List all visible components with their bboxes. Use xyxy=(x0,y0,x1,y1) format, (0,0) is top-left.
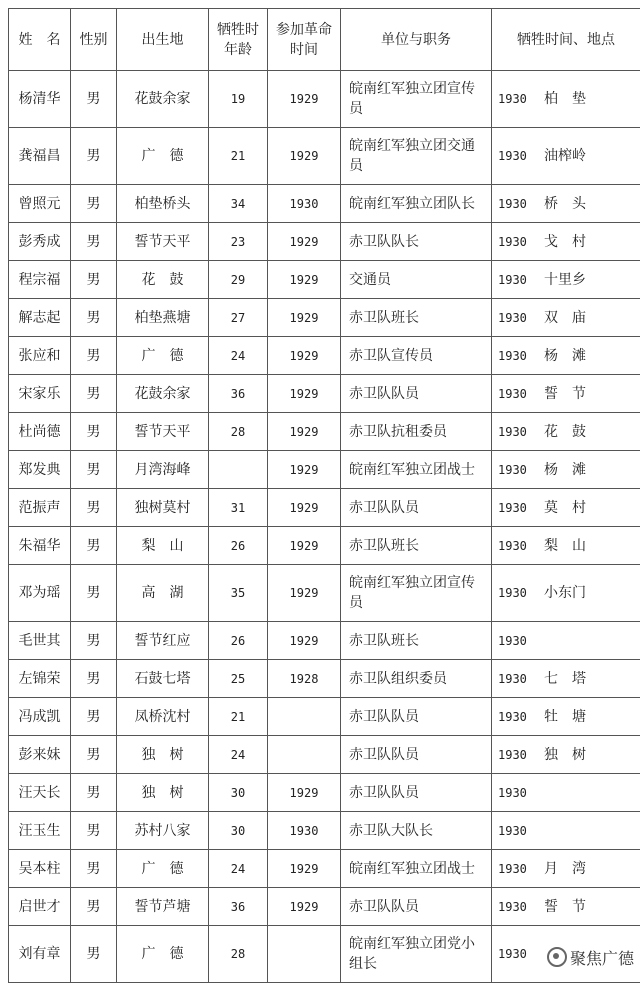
table-row xyxy=(9,698,640,736)
birthplace-cell: 月湾海峰 xyxy=(117,451,209,489)
age-cell: 24 xyxy=(209,736,268,774)
watermark xyxy=(545,946,636,969)
unit-post-cell: 赤卫队队员 xyxy=(341,375,492,413)
death-place: 莫 村 xyxy=(544,498,586,518)
table-row xyxy=(9,850,640,888)
death-cell xyxy=(492,527,640,565)
death-place: 戈 村 xyxy=(544,232,586,252)
birthplace-cell: 梨 山 xyxy=(117,527,209,565)
name-cell: 朱福华 xyxy=(9,527,71,565)
gender-cell: 男 xyxy=(71,337,117,375)
death-year: 1930 xyxy=(498,270,538,290)
death-year: 1930 xyxy=(498,707,538,727)
birthplace-cell: 誓节天平 xyxy=(117,413,209,451)
age-cell: 21 xyxy=(209,698,268,736)
age-cell: 31 xyxy=(209,489,268,527)
name-cell: 彭来妹 xyxy=(9,736,71,774)
death-year: 1930 xyxy=(498,232,538,252)
unit-post-cell: 赤卫队队员 xyxy=(341,489,492,527)
name-cell: 汪玉生 xyxy=(9,812,71,850)
death-place: 油榨岭 xyxy=(544,146,586,166)
death-year: 1930 xyxy=(498,536,538,556)
gender-cell: 男 xyxy=(71,622,117,660)
death-cell xyxy=(492,71,640,128)
birthplace-cell: 誓节芦塘 xyxy=(117,888,209,926)
name-cell: 启世才 xyxy=(9,888,71,926)
death-place: 誓 节 xyxy=(544,384,586,404)
table-row xyxy=(9,337,640,375)
name-cell: 汪天长 xyxy=(9,774,71,812)
table-row xyxy=(9,261,640,299)
death-cell xyxy=(492,185,640,223)
join-time-cell: 1929 xyxy=(268,375,341,413)
table-row xyxy=(9,185,640,223)
table-row xyxy=(9,736,640,774)
unit-post-cell: 皖南红军独立团队长 xyxy=(341,185,492,223)
birthplace-cell: 花鼓余家 xyxy=(117,375,209,413)
death-year: 1930 xyxy=(498,583,538,603)
death-place: 桥 头 xyxy=(544,194,586,214)
table-row xyxy=(9,888,640,926)
age-cell: 29 xyxy=(209,261,268,299)
age-cell: 24 xyxy=(209,850,268,888)
gender-cell: 男 xyxy=(71,489,117,527)
death-place: 柏 垫 xyxy=(544,89,586,109)
death-cell xyxy=(492,128,640,185)
watermark-text: 聚焦广德 xyxy=(570,949,634,968)
age-cell: 19 xyxy=(209,71,268,128)
gender-cell: 男 xyxy=(71,698,117,736)
gender-cell: 男 xyxy=(71,660,117,698)
header-death: 牺牲时间、地点 xyxy=(492,9,640,71)
death-place: 花 鼓 xyxy=(544,422,586,442)
table-row xyxy=(9,774,640,812)
death-year: 1930 xyxy=(498,146,538,166)
death-year: 1930 xyxy=(498,422,538,442)
death-place: 十里乡 xyxy=(544,270,586,290)
header-row xyxy=(9,9,640,71)
death-cell xyxy=(492,698,640,736)
gender-cell: 男 xyxy=(71,451,117,489)
join-time-cell: 1929 xyxy=(268,337,341,375)
unit-post-cell: 赤卫队队员 xyxy=(341,774,492,812)
join-time-cell: 1929 xyxy=(268,489,341,527)
table-row xyxy=(9,71,640,128)
header-name: 姓 名 xyxy=(9,9,71,71)
birthplace-cell: 广 德 xyxy=(117,337,209,375)
age-cell: 28 xyxy=(209,926,268,983)
birthplace-cell: 广 德 xyxy=(117,926,209,983)
unit-post-cell: 赤卫队大队长 xyxy=(341,812,492,850)
unit-post-cell: 皖南红军独立团宣传员 xyxy=(341,71,492,128)
gender-cell: 男 xyxy=(71,812,117,850)
wechat-logo-icon xyxy=(547,947,567,967)
birthplace-cell: 誓节天平 xyxy=(117,223,209,261)
death-year: 1930 xyxy=(498,944,538,964)
header-age: 牺牲时年龄 xyxy=(209,9,268,71)
join-time-cell xyxy=(268,698,341,736)
gender-cell: 男 xyxy=(71,128,117,185)
name-cell: 程宗福 xyxy=(9,261,71,299)
table-row xyxy=(9,622,640,660)
death-cell xyxy=(492,660,640,698)
name-cell: 张应和 xyxy=(9,337,71,375)
age-cell: 34 xyxy=(209,185,268,223)
death-place: 梨 山 xyxy=(544,536,586,556)
death-year: 1930 xyxy=(498,384,538,404)
gender-cell: 男 xyxy=(71,185,117,223)
join-time-cell: 1928 xyxy=(268,660,341,698)
name-cell: 解志起 xyxy=(9,299,71,337)
unit-post-cell: 赤卫队抗租委员 xyxy=(341,413,492,451)
death-cell xyxy=(492,850,640,888)
death-year: 1930 xyxy=(498,897,538,917)
name-cell: 冯成凯 xyxy=(9,698,71,736)
death-year: 1930 xyxy=(498,783,538,803)
unit-post-cell: 赤卫队班长 xyxy=(341,299,492,337)
join-time-cell: 1929 xyxy=(268,774,341,812)
join-time-cell: 1929 xyxy=(268,128,341,185)
death-year: 1930 xyxy=(498,89,538,109)
name-cell: 左锦荣 xyxy=(9,660,71,698)
unit-post-cell: 赤卫队宣传员 xyxy=(341,337,492,375)
gender-cell: 男 xyxy=(71,527,117,565)
gender-cell: 男 xyxy=(71,774,117,812)
age-cell xyxy=(209,451,268,489)
header-birthplace: 出生地 xyxy=(117,9,209,71)
death-cell xyxy=(492,489,640,527)
death-place: 月 湾 xyxy=(544,859,586,879)
table-row xyxy=(9,413,640,451)
name-cell: 杨清华 xyxy=(9,71,71,128)
death-year: 1930 xyxy=(498,194,538,214)
gender-cell: 男 xyxy=(71,565,117,622)
name-cell: 刘有章 xyxy=(9,926,71,983)
table-row xyxy=(9,565,640,622)
name-cell: 郑发典 xyxy=(9,451,71,489)
join-time-cell: 1929 xyxy=(268,261,341,299)
birthplace-cell: 花鼓余家 xyxy=(117,71,209,128)
martyrs-table xyxy=(8,8,640,983)
birthplace-cell: 石鼓七塔 xyxy=(117,660,209,698)
birthplace-cell: 广 德 xyxy=(117,850,209,888)
unit-post-cell: 赤卫队队长 xyxy=(341,223,492,261)
table-row xyxy=(9,660,640,698)
death-place: 小东门 xyxy=(544,583,586,603)
name-cell: 宋家乐 xyxy=(9,375,71,413)
join-time-cell xyxy=(268,736,341,774)
name-cell: 杜尚德 xyxy=(9,413,71,451)
name-cell: 毛世其 xyxy=(9,622,71,660)
gender-cell: 男 xyxy=(71,850,117,888)
age-cell: 36 xyxy=(209,375,268,413)
unit-post-cell: 赤卫队队员 xyxy=(341,736,492,774)
death-cell xyxy=(492,261,640,299)
join-time-cell: 1930 xyxy=(268,185,341,223)
death-year: 1930 xyxy=(498,308,538,328)
header-gender: 性别 xyxy=(71,9,117,71)
birthplace-cell: 誓节红应 xyxy=(117,622,209,660)
gender-cell: 男 xyxy=(71,888,117,926)
gender-cell: 男 xyxy=(71,71,117,128)
death-cell xyxy=(492,375,640,413)
gender-cell: 男 xyxy=(71,299,117,337)
death-place: 誓 节 xyxy=(544,897,586,917)
death-cell xyxy=(492,622,640,660)
name-cell: 吴本柱 xyxy=(9,850,71,888)
join-time-cell: 1929 xyxy=(268,413,341,451)
name-cell: 邓为瑶 xyxy=(9,565,71,622)
unit-post-cell: 皖南红军独立团宣传员 xyxy=(341,565,492,622)
unit-post-cell: 交通员 xyxy=(341,261,492,299)
name-cell: 曾照元 xyxy=(9,185,71,223)
death-place: 牡 塘 xyxy=(544,707,586,727)
death-cell xyxy=(492,812,640,850)
name-cell: 龚福昌 xyxy=(9,128,71,185)
birthplace-cell: 独 树 xyxy=(117,736,209,774)
birthplace-cell: 花 鼓 xyxy=(117,261,209,299)
death-cell xyxy=(492,774,640,812)
death-place: 独 树 xyxy=(544,745,586,765)
unit-post-cell: 赤卫队队员 xyxy=(341,698,492,736)
unit-post-cell: 赤卫队班长 xyxy=(341,622,492,660)
table-row xyxy=(9,812,640,850)
death-year: 1930 xyxy=(498,745,538,765)
age-cell: 21 xyxy=(209,128,268,185)
gender-cell: 男 xyxy=(71,413,117,451)
join-time-cell: 1929 xyxy=(268,850,341,888)
age-cell: 30 xyxy=(209,812,268,850)
death-place: 七 塔 xyxy=(544,669,586,689)
unit-post-cell: 皖南红军独立团交通员 xyxy=(341,128,492,185)
age-cell: 35 xyxy=(209,565,268,622)
death-place: 杨 滩 xyxy=(544,460,586,480)
birthplace-cell: 凤桥沈村 xyxy=(117,698,209,736)
table-row xyxy=(9,375,640,413)
death-year: 1930 xyxy=(498,631,538,651)
death-year: 1930 xyxy=(498,821,538,841)
age-cell: 30 xyxy=(209,774,268,812)
gender-cell: 男 xyxy=(71,261,117,299)
table-row xyxy=(9,451,640,489)
table-row xyxy=(9,489,640,527)
age-cell: 36 xyxy=(209,888,268,926)
join-time-cell: 1929 xyxy=(268,299,341,337)
birthplace-cell: 独 树 xyxy=(117,774,209,812)
join-time-cell xyxy=(268,926,341,983)
age-cell: 23 xyxy=(209,223,268,261)
birthplace-cell: 柏垫燕塘 xyxy=(117,299,209,337)
join-time-cell: 1929 xyxy=(268,451,341,489)
header-join-time: 参加革命时间 xyxy=(268,9,341,71)
table-row xyxy=(9,223,640,261)
age-cell: 24 xyxy=(209,337,268,375)
age-cell: 27 xyxy=(209,299,268,337)
age-cell: 25 xyxy=(209,660,268,698)
unit-post-cell: 皖南红军独立团党小组长 xyxy=(341,926,492,983)
unit-post-cell: 赤卫队队员 xyxy=(341,888,492,926)
join-time-cell: 1929 xyxy=(268,71,341,128)
join-time-cell: 1929 xyxy=(268,565,341,622)
age-cell: 26 xyxy=(209,622,268,660)
death-cell xyxy=(492,223,640,261)
gender-cell: 男 xyxy=(71,375,117,413)
death-cell xyxy=(492,565,640,622)
death-cell xyxy=(492,736,640,774)
header-unit-post: 单位与职务 xyxy=(341,9,492,71)
birthplace-cell: 苏村八家 xyxy=(117,812,209,850)
join-time-cell: 1929 xyxy=(268,888,341,926)
unit-post-cell: 赤卫队班长 xyxy=(341,527,492,565)
death-year: 1930 xyxy=(498,498,538,518)
name-cell: 彭秀成 xyxy=(9,223,71,261)
join-time-cell: 1929 xyxy=(268,223,341,261)
death-cell xyxy=(492,337,640,375)
unit-post-cell: 皖南红军独立团战士 xyxy=(341,850,492,888)
death-cell xyxy=(492,413,640,451)
death-place: 双 庙 xyxy=(544,308,586,328)
unit-post-cell: 皖南红军独立团战士 xyxy=(341,451,492,489)
death-cell xyxy=(492,299,640,337)
join-time-cell: 1929 xyxy=(268,622,341,660)
age-cell: 26 xyxy=(209,527,268,565)
gender-cell: 男 xyxy=(71,926,117,983)
age-cell: 28 xyxy=(209,413,268,451)
death-cell xyxy=(492,451,640,489)
birthplace-cell: 广 德 xyxy=(117,128,209,185)
death-year: 1930 xyxy=(498,859,538,879)
table-row xyxy=(9,128,640,185)
birthplace-cell: 柏垫桥头 xyxy=(117,185,209,223)
birthplace-cell: 独树莫村 xyxy=(117,489,209,527)
join-time-cell: 1929 xyxy=(268,527,341,565)
death-place: 杨 滩 xyxy=(544,346,586,366)
birthplace-cell: 高 湖 xyxy=(117,565,209,622)
gender-cell: 男 xyxy=(71,736,117,774)
table-row xyxy=(9,299,640,337)
unit-post-cell: 赤卫队组织委员 xyxy=(341,660,492,698)
name-cell: 范振声 xyxy=(9,489,71,527)
death-year: 1930 xyxy=(498,460,538,480)
join-time-cell: 1930 xyxy=(268,812,341,850)
gender-cell: 男 xyxy=(71,223,117,261)
death-cell xyxy=(492,888,640,926)
death-year: 1930 xyxy=(498,669,538,689)
death-year: 1930 xyxy=(498,346,538,366)
table-row xyxy=(9,527,640,565)
